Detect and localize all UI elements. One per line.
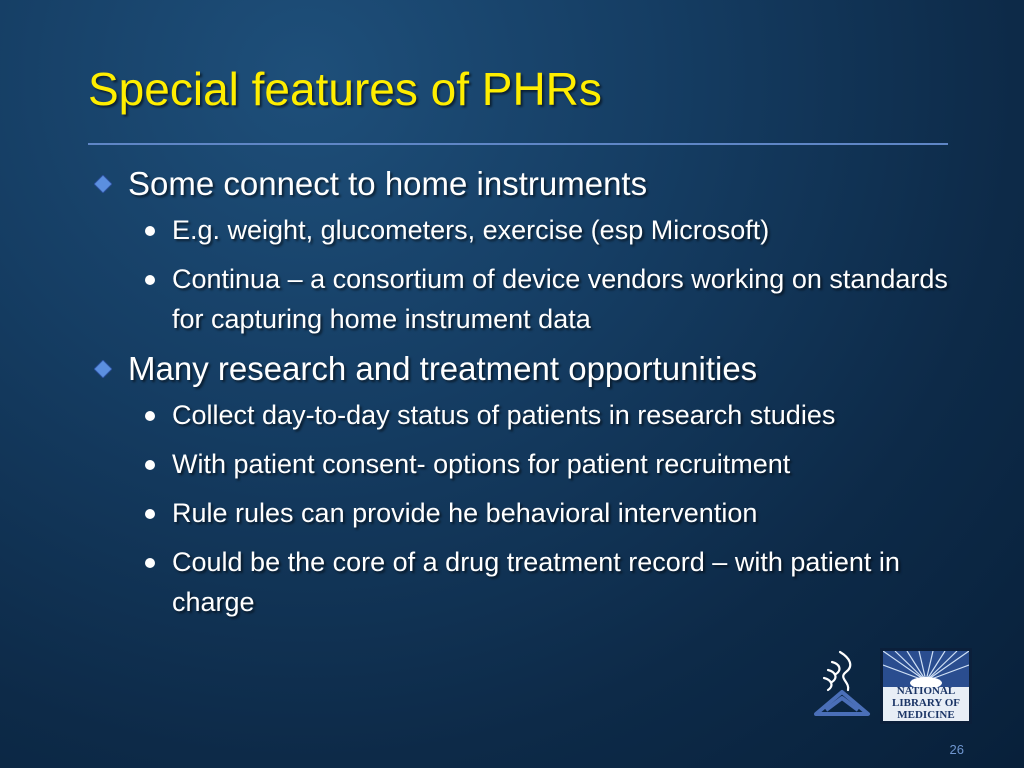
bullet-text: Collect day-to-day status of patients in research studies <box>172 400 836 430</box>
nlm-line: NATIONAL <box>896 685 956 697</box>
nlm-logo <box>880 648 972 724</box>
hhs-eagle-icon <box>810 648 874 724</box>
nlm-wordmark <box>883 685 969 721</box>
bullet-level2 <box>90 542 972 622</box>
nlm-line: MEDICINE <box>897 709 955 721</box>
bullet-text: E.g. weight, glucometers, exercise (esp Microsoft) <box>172 215 770 245</box>
slide-title: Special features of PHRs <box>88 63 602 115</box>
sub-bullet-list <box>90 210 970 339</box>
bullet-level2 <box>90 395 972 435</box>
bullet-level2 <box>90 493 972 533</box>
sub-bullet-list <box>90 395 970 622</box>
bullet-text: Rule rules can provide he behavioral intervention <box>172 498 758 528</box>
dot-icon <box>145 226 155 236</box>
bullet-text: Continua – a consortium of device vendors working on standards for capturing home instrument data <box>172 264 948 334</box>
bullet-text: Some connect to home instruments <box>128 165 648 202</box>
dot-icon <box>145 275 155 285</box>
bullet-level1 <box>90 349 970 389</box>
bullet-text: Many research and treatment opportunities <box>128 350 758 387</box>
nlm-line: LIBRARY OF <box>892 697 960 709</box>
page-number: 26 <box>949 742 964 757</box>
dot-icon <box>145 411 155 421</box>
bullet-text: With patient consent- options for patient recruitment <box>172 449 791 479</box>
bullet-level1 <box>90 164 970 204</box>
dot-icon <box>145 509 155 519</box>
bullet-level2 <box>90 210 972 250</box>
sunburst-icon <box>883 651 969 687</box>
title-divider <box>88 143 948 145</box>
bullet-level2 <box>90 259 972 339</box>
dot-icon <box>145 558 155 568</box>
dot-icon <box>145 460 155 470</box>
bullet-level2 <box>90 444 972 484</box>
slide-content <box>90 164 970 632</box>
bullet-text: Could be the core of a drug treatment record – with patient in charge <box>172 547 900 617</box>
diamond-icon <box>94 175 112 193</box>
diamond-icon <box>94 360 112 378</box>
